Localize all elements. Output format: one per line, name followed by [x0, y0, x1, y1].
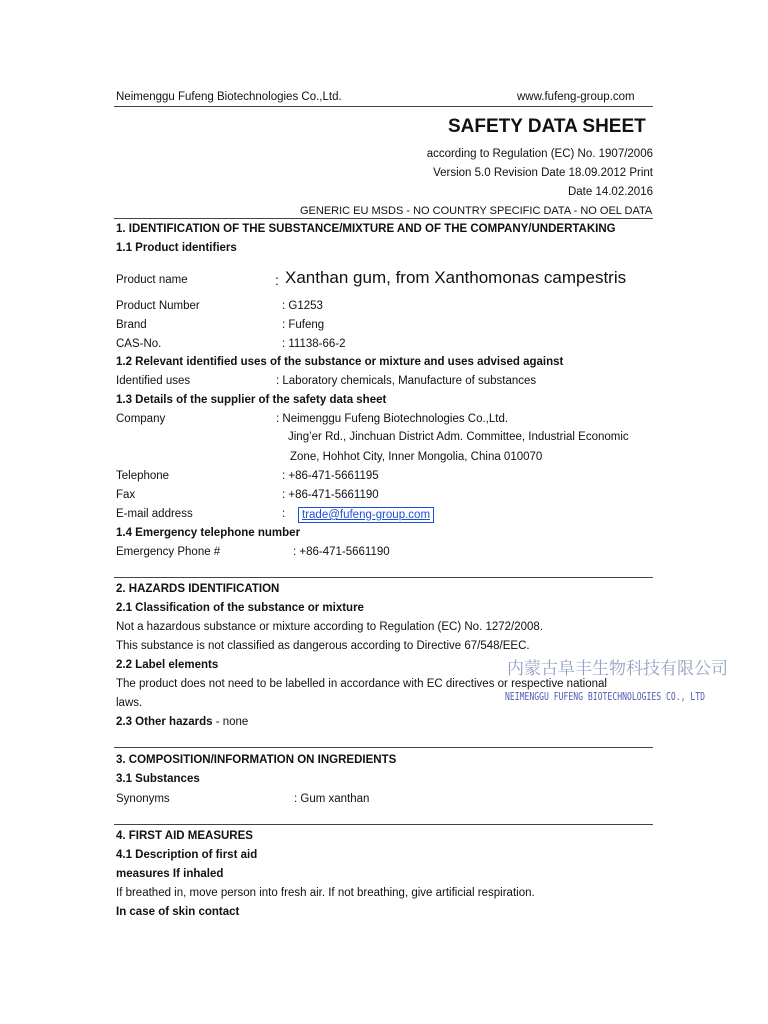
identified-uses-value: : Laboratory chemicals, Manufacture of substances — [276, 375, 537, 387]
section-2-3-heading: 2.3 Other hazards — [116, 716, 213, 728]
section-2-3-line — [116, 716, 248, 728]
label-elements-line-2: laws. — [116, 697, 143, 709]
telephone-label: Telephone — [116, 470, 170, 482]
synonyms-value: : Gum xanthan — [294, 793, 370, 805]
header-company: Neimenggu Fufeng Biotechnologies Co.,Ltd. — [116, 91, 342, 103]
generic-msds-line: GENERIC EU MSDS - NO COUNTRY SPECIFIC DATA - NO OEL DATA — [300, 205, 653, 217]
address-line-2: Zone, Hohhot City, Inner Mongolia, China 010070 — [290, 451, 543, 463]
section-2-divider — [114, 577, 653, 578]
email-link[interactable]: trade@fufeng-group.com — [298, 507, 434, 523]
stamp-en-text: NEIMENGGU FUFENG BIOTECHNOLOGIES CO., LTD — [505, 691, 705, 703]
product-name-label: Product name — [116, 274, 188, 286]
classification-line-2: This substance is not classified as dangerous according to Directive 67/548/EEC. — [116, 640, 530, 652]
section-3-heading: 3. COMPOSITION/INFORMATION ON INGREDIENTS — [116, 754, 397, 766]
company-value: : Neimenggu Fufeng Biotechnologies Co.,Ltd. — [276, 413, 509, 425]
email-colon: : — [282, 508, 286, 520]
if-inhaled-heading: measures If inhaled — [116, 868, 224, 880]
header-website[interactable]: www.fufeng-group.com — [517, 91, 635, 103]
brand-value: : Fufeng — [282, 319, 325, 331]
classification-line-1: Not a hazardous substance or mixture according to Regulation (EC) No. 1272/2008. — [116, 621, 544, 633]
telephone-value: : +86-471-5661195 — [282, 470, 379, 482]
page-title: SAFETY DATA SHEET — [448, 116, 646, 137]
cas-value: : 11138-66-2 — [282, 338, 346, 350]
fax-value: : +86-471-5661190 — [282, 489, 379, 501]
section-4-divider — [114, 824, 653, 825]
section-4-1-heading: 4.1 Description of first aid — [116, 849, 258, 861]
skin-contact-heading: In case of skin contact — [116, 906, 240, 918]
version-line: Version 5.0 Revision Date 18.09.2012 Print — [433, 167, 653, 179]
section-1-3-heading: 1.3 Details of the supplier of the safety data sheet — [116, 394, 387, 406]
header-divider — [114, 106, 653, 107]
brand-label: Brand — [116, 319, 147, 331]
product-name-colon: : — [275, 272, 279, 288]
section-4-heading: 4. FIRST AID MEASURES — [116, 830, 253, 842]
section-3-1-heading: 3.1 Substances — [116, 773, 200, 785]
product-number-value: : G1253 — [282, 300, 323, 312]
company-label: Company — [116, 413, 166, 425]
stamp-cn-text: 内蒙古阜丰生物科技有限公司 — [507, 659, 728, 679]
emergency-phone-label: Emergency Phone # — [116, 546, 221, 558]
label-elements-line-1: The product does not need to be labelled in accordance with EC directives or respective national — [116, 678, 607, 690]
section-1-divider — [114, 218, 653, 219]
emergency-phone-value: : +86-471-5661190 — [293, 546, 390, 558]
synonyms-label: Synonyms — [116, 793, 170, 805]
address-line-1: Jing’er Rd., Jinchuan District Adm. Committee, Industrial Economic — [288, 431, 629, 443]
email-label: E-mail address — [116, 508, 193, 520]
section-2-2-heading: 2.2 Label elements — [116, 659, 219, 671]
section-2-heading: 2. HAZARDS IDENTIFICATION — [116, 583, 280, 595]
print-date-line: Date 14.02.2016 — [567, 186, 653, 198]
identified-uses-label: Identified uses — [116, 375, 191, 387]
fax-label: Fax — [116, 489, 136, 501]
other-hazards-value: - none — [212, 716, 249, 728]
product-name-value: Xanthan gum, from Xanthomonas campestris — [285, 268, 627, 287]
if-inhaled-text: If breathed in, move person into fresh air. If not breathing, give artificial respiration. — [116, 887, 535, 899]
section-1-heading: 1. IDENTIFICATION OF THE SUBSTANCE/MIXTURE AND OF THE COMPANY/UNDERTAKING — [116, 223, 616, 235]
section-1-2-heading: 1.2 Relevant identified uses of the substance or mixture and uses advised against — [116, 356, 564, 368]
section-3-divider — [114, 747, 653, 748]
product-number-label: Product Number — [116, 300, 200, 312]
regulation-line: according to Regulation (EC) No. 1907/2006 — [426, 148, 653, 160]
section-1-1-heading: 1.1 Product identifiers — [116, 242, 237, 254]
section-2-1-heading: 2.1 Classification of the substance or mixture — [116, 602, 364, 614]
cas-label: CAS-No. — [116, 338, 162, 350]
section-1-4-heading: 1.4 Emergency telephone number — [116, 527, 301, 539]
